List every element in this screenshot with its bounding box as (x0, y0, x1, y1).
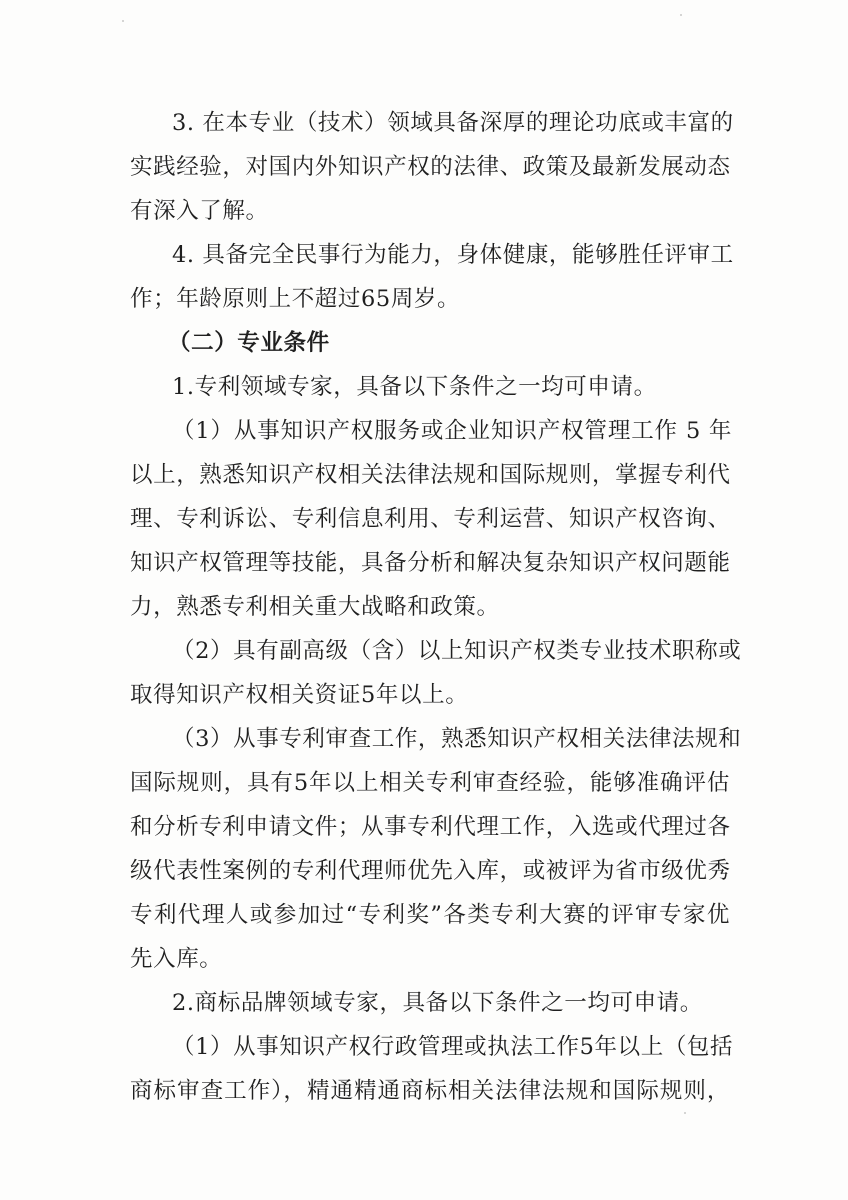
text-line: 3. 在本专业（技术）领域具备深厚的理论功底或丰富的 (172, 110, 734, 136)
scan-speck (122, 20, 124, 22)
text-line: 1.专利领域专家，具备以下条件之一均可申请。 (172, 374, 657, 400)
text-line: 级代表性案例的专利代理师优先入库，或被评为省市级优秀 (130, 858, 731, 884)
text-line: 有深入了解。 (130, 198, 269, 224)
text-line: （1）从事知识产权行政管理或执法工作5年以上（包括 (172, 1034, 734, 1060)
text-line: 先入库。 (130, 946, 223, 972)
text-line: 以上，熟悉知识产权相关法律法规和国际规则，掌握专利代 (130, 462, 731, 488)
text-line: 力，熟悉专利相关重大战略和政策。 (130, 594, 500, 620)
text-line: 取得知识产权相关资证5年以上。 (130, 682, 469, 708)
text-line: 专利代理人或参加过“专利奖”各类专利大赛的评审专家优 (130, 902, 730, 928)
text-line: （1）从事知识产权服务或企业知识产权管理工作 5 年 (172, 418, 732, 444)
text-line: 2.商标品牌领域专家，具备以下条件之一均可申请。 (172, 990, 703, 1016)
text-line: 理、专利诉讼、专利信息利用、专利运营、知识产权咨询、 (130, 506, 731, 532)
text-line: 国际规则，具有5年以上相关专利审查经验，能够准确评估 (130, 770, 730, 796)
text-line: （2）具有副高级（含）以上知识产权类专业技术职称或 (172, 638, 742, 664)
text-line: 知识产权管理等技能，具备分析和解决复杂知识产权问题能 (130, 550, 731, 576)
text-line: （3）从事专利审查工作，熟悉知识产权相关法律法规和 (172, 726, 742, 752)
text-line: 商标审查工作），精通精通商标相关法律法规和国际规则， (130, 1078, 730, 1104)
text-line: 和分析专利申请文件；从事专利代理工作，入选或代理过各 (130, 814, 731, 840)
scan-speck (680, 14, 682, 16)
scan-speck (684, 1112, 686, 1114)
section-heading: （二）专业条件 (168, 330, 330, 356)
text-line: 实践经验，对国内外知识产权的法律、政策及最新发展动态 (130, 154, 731, 180)
text-line: 作；年龄原则上不超过65周岁。 (130, 286, 461, 312)
text-line: 4. 具备完全民事行为能力，身体健康，能够胜任评审工 (172, 242, 734, 268)
